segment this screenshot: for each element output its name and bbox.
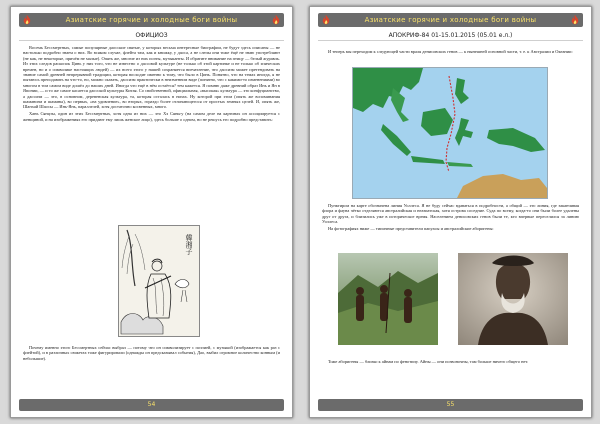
left-body-text (23, 45, 280, 221)
page-number: 55 (446, 401, 455, 408)
left-caption (23, 345, 280, 389)
woodcut-inscription: 韓湘子 (185, 234, 193, 255)
left-page (10, 6, 293, 418)
paragraph: И теперь мы переходим к следующей части враля денисовских генов — к нынешней основной части, т. е. к Австралии и Океании: (328, 49, 573, 54)
right-page (309, 6, 592, 418)
paragraph: На фотографиях ниже — типичные представители папуасы и австралийские аборигены: (328, 226, 494, 232)
paragraph: Пунктиром на карте обозначена линия Уоллеса. Я не буду сейчас вдаваться в подробности, а общий — это линия, где заканчивая флора и фауна чётко отделяются австралийская и неазиатская, хотя острова соседние. Суда по всему, когда-то они были более удалены друг от друга, и близились уже в историческое время. Населением денисовских генов были те, кто впервые переселился за линию Уоллеса. (322, 203, 579, 225)
left-header-title: Азиатские горячие и холодные боги войны (65, 16, 238, 24)
right-header-title: Азиатские горячие и холодные боги войны (364, 16, 537, 24)
flame-logo-icon (320, 14, 332, 26)
aboriginal-man-photo (458, 253, 568, 345)
photo-drawing (458, 253, 568, 345)
page-number: 54 (147, 401, 156, 408)
paragraph: Восемь Бессмертных, самые популярные даосские святые, у которых весьма интересные биографии, не будут здесь описаны — не настолько подробно знаем о них. Во всяком случае, флейта там, как и книжку, у даоса, а не слепы они тоже ёщё не знаю употребляют (не как, не некоторые, причём не малые). Опять же, многие из них поэты, музыканты. И обратите внимание на птицу — белый журавль. Из этих следов раскопок Цинь у них того, что не известно о дассовой культуре (не только об этой картинке и не только об эпических времен, но и о символике настоящих людей) — их всего этого у нашей сохраняется впечатление, что даосизм может претендовать на знание самой древней непрерывной традиции, которая восходит именно к тому, что было в Цинь. Понятно, что на темах иногда, я не пытаюсь преподавать на что-то, но, можно сказать, даосизм практически в неизменном виде (понятно, что с какими-то изменениями) во многом в том самом виде дошёл до наших дней. Иногда что ещё в нём остаётся? тем кажется. Я помню даже древний образ Инь и Ян в Японии, — и то же самое касается даосской культуры Китая. Со свойственной, официальная, «высокая» культура — это конфуцианство, а даосизм — это, в основном, деревенская культура, та, которая осталась в низах. Ну которой при этом (опять же вспоминания шаманизм и шаманы), во первых, «на удивление», во вторых, гораздо более отличающегося от простых земных целей. И, опять же, Шанхай Шаосы — Инь-Янь, параллелей, хотя достаточно косвенных, много. (23, 45, 280, 110)
map-drawing (353, 68, 547, 198)
flame-logo-icon (21, 14, 33, 26)
han-xiangzi-woodcut-image (118, 225, 200, 337)
flame-logo-icon (569, 14, 581, 26)
papuan-men-photo (338, 253, 438, 345)
right-chapter-title: АПОКРИФ-84 01-15.01.2015 (05.01 е.л.) (318, 31, 583, 41)
right-intro-text (322, 49, 579, 63)
paragraph: Хань Сянцзы, один из этих Бессмертных, хотя одна из них — это Хэ Сяньгу (на самом деле на картинах он ассоциируется с женщиной, и на изображениях его придают ему лишь женское лицо), здесь больше о одном, но не решусь его подробно представить: (23, 111, 280, 122)
caption-text: Почему именно этого Бессмертных сейчас выбрал — потому что он символизирует с поэзией, с музыкой (изображается как раз с флейтой), и в различных сюжетах тоже фигурировали (однажды он предсказывал события), Дао, выбил огромное количество конным (и небольшие). (23, 345, 280, 361)
caption-text: Тоже аборигены — близко к айнам по фенотипу. Айны — они позвоночны, там больше ничего общего нет. (328, 359, 529, 364)
left-chapter-title: ОФИЦИОЗ (19, 31, 284, 41)
right-caption (322, 359, 579, 379)
left-page-footer (19, 399, 284, 411)
right-body-text (322, 203, 579, 243)
flame-logo-icon (270, 14, 282, 26)
right-page-header (318, 13, 583, 27)
left-page-header (19, 13, 284, 27)
wallace-line-map (352, 67, 548, 199)
photo-drawing (338, 253, 438, 345)
right-page-footer (318, 399, 583, 411)
